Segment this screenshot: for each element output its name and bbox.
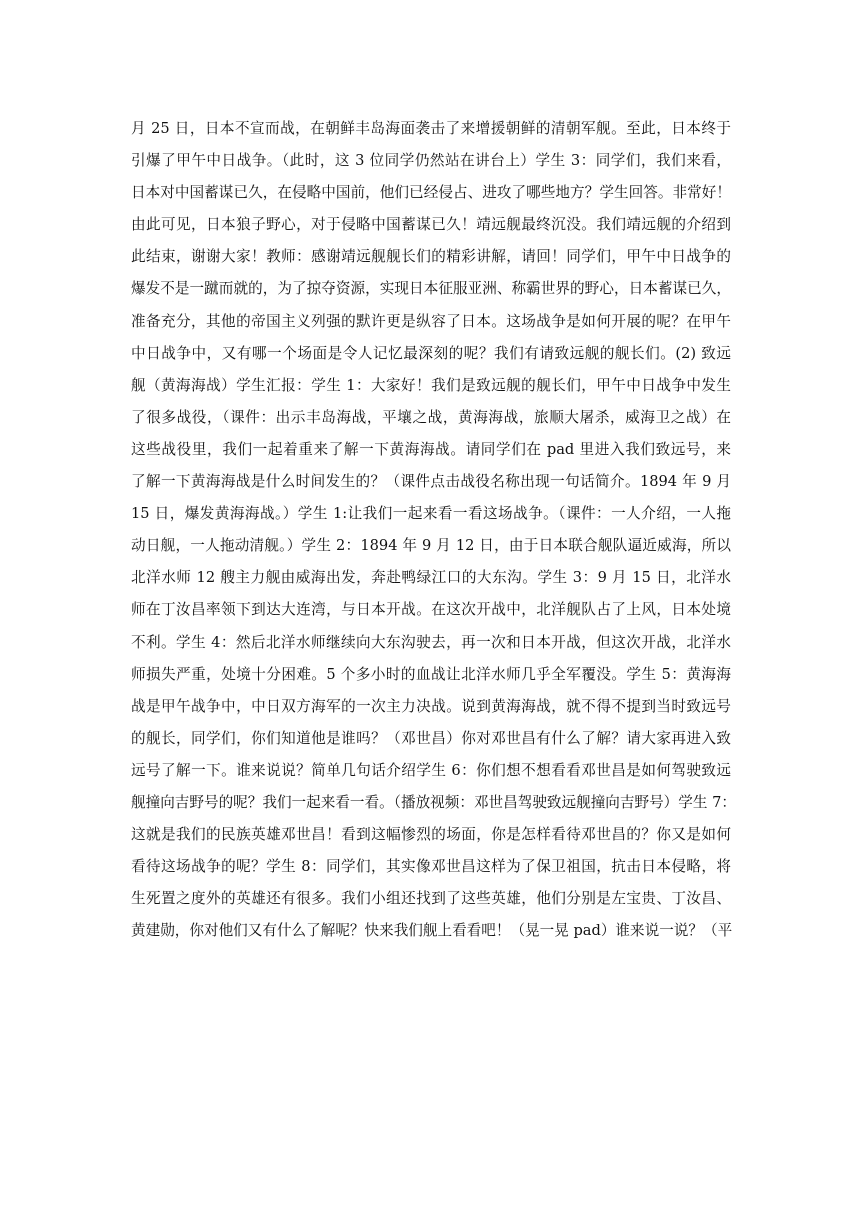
text-line: 战是甲午战争中，中日双方海军的一次主力决战。说到黄海海战，就不得不提到当时致远号	[131, 697, 731, 715]
text-line: 此结束，谢谢大家！教师：感谢靖远舰舰长们的精彩讲解，请回！同学们，甲午中日战争的	[131, 248, 731, 266]
text-line: 月 25 日，日本不宣而战，在朝鲜丰岛海面袭击了来增援朝鲜的清朝军舰。至此，日本终于	[131, 120, 731, 137]
text-line: 生死置之度外的英雄还有很多。我们小组还找到了这些英雄，他们分别是左宝贵、丁汝昌、	[131, 890, 731, 908]
text-line: 动日舰，一人拖动清舰。）学生 2：1894 年 9 月 12 日，由于日本联合舰队逼近威海，所以	[131, 537, 731, 555]
text-line: 了很多战役，（课件：出示丰岛海战，平壤之战，黄海海战，旅顺大屠杀，威海卫之战）在	[131, 408, 731, 426]
text-line: 引爆了甲午中日战争。（此时，这 3 位同学仍然站在讲台上）学生 3：同学们，我们来看，	[131, 152, 731, 170]
text-line: 师在丁汝昌率领下到达大连湾，与日本开战。在这次开战中，北洋舰队占了上风，日本处境	[131, 601, 731, 619]
text-line: 了解一下黄海海战是什么时间发生的？（课件点击战役名称出现一句话简介。1894 年 9 月	[131, 473, 731, 491]
text-line: 舰（黄海海战）学生汇报：学生 1：大家好！我们是致远舰的舰长们，甲午中日战争中发生	[131, 376, 731, 394]
text-line: 这些战役里，我们一起着重来了解一下黄海海战。请同学们在 pad 里进入我们致远号，来	[131, 440, 731, 458]
text-line: 日本对中国蓄谋已久，在侵略中国前，他们已经侵占、进攻了哪些地方？学生回答。非常好！	[131, 184, 731, 202]
text-line: 由此可见，日本狼子野心，对于侵略中国蓄谋已久！靖远舰最终沉没。我们靖远舰的介绍到	[131, 216, 731, 234]
text-line: 不利。学生 4：然后北洋水师继续向大东沟驶去，再一次和日本开战，但这次开战，北洋水	[131, 633, 731, 651]
text-line: 师损失严重，处境十分困难。5 个多小时的血战让北洋水师几乎全军覆没。学生 5：黄海海	[131, 665, 731, 683]
text-line: 远号了解一下。谁来说说？简单几句话介绍学生 6：你们想不想看看邓世昌是如何驾驶致远	[131, 761, 731, 779]
text-line: 爆发不是一蹴而就的，为了掠夺资源，实现日本征服亚洲、称霸世界的野心，日本蓄谋已久，	[131, 280, 731, 298]
text-line: 15 日，爆发黄海海战。）学生 1:让我们一起来看一看这场战争。（课件：一人介绍，一人拖	[131, 505, 731, 523]
text-line: 准备充分，其他的帝国主义列强的默许更是纵容了日本。这场战争是如何开展的呢？在甲午	[131, 312, 731, 330]
text-line: 看待这场战争的呢？学生 8：同学们，其实像邓世昌这样为了保卫祖国，抗击日本侵略，将	[131, 858, 731, 876]
text-line: 北洋水师 12 艘主力舰由威海出发，奔赴鸭绿江口的大东沟。学生 3：9 月 15 日，北洋水	[131, 569, 731, 587]
text-line: 的舰长，同学们，你们知道他是谁吗？（邓世昌）你对邓世昌有什么了解？请大家再进入致	[131, 729, 731, 747]
text-line: 中日战争中，又有哪一个场面是令人记忆最深刻的呢？我们有请致远舰的舰长们。(2) 致远	[131, 344, 731, 362]
text-line: 这就是我们的民族英雄邓世昌！看到这幅惨烈的场面，你是怎样看待邓世昌的？你又是如何	[131, 826, 731, 844]
text-line: 黄建勋，你对他们又有什么了解呢？快来我们舰上看看吧！（晃一晃 pad）谁来说一说？（平	[131, 922, 733, 940]
body-paragraph	[131, 113, 736, 947]
text-line: 舰撞向吉野号的呢？我们一起来看一看。（播放视频：邓世昌驾驶致远舰撞向吉野号）学生 7：	[131, 793, 736, 811]
